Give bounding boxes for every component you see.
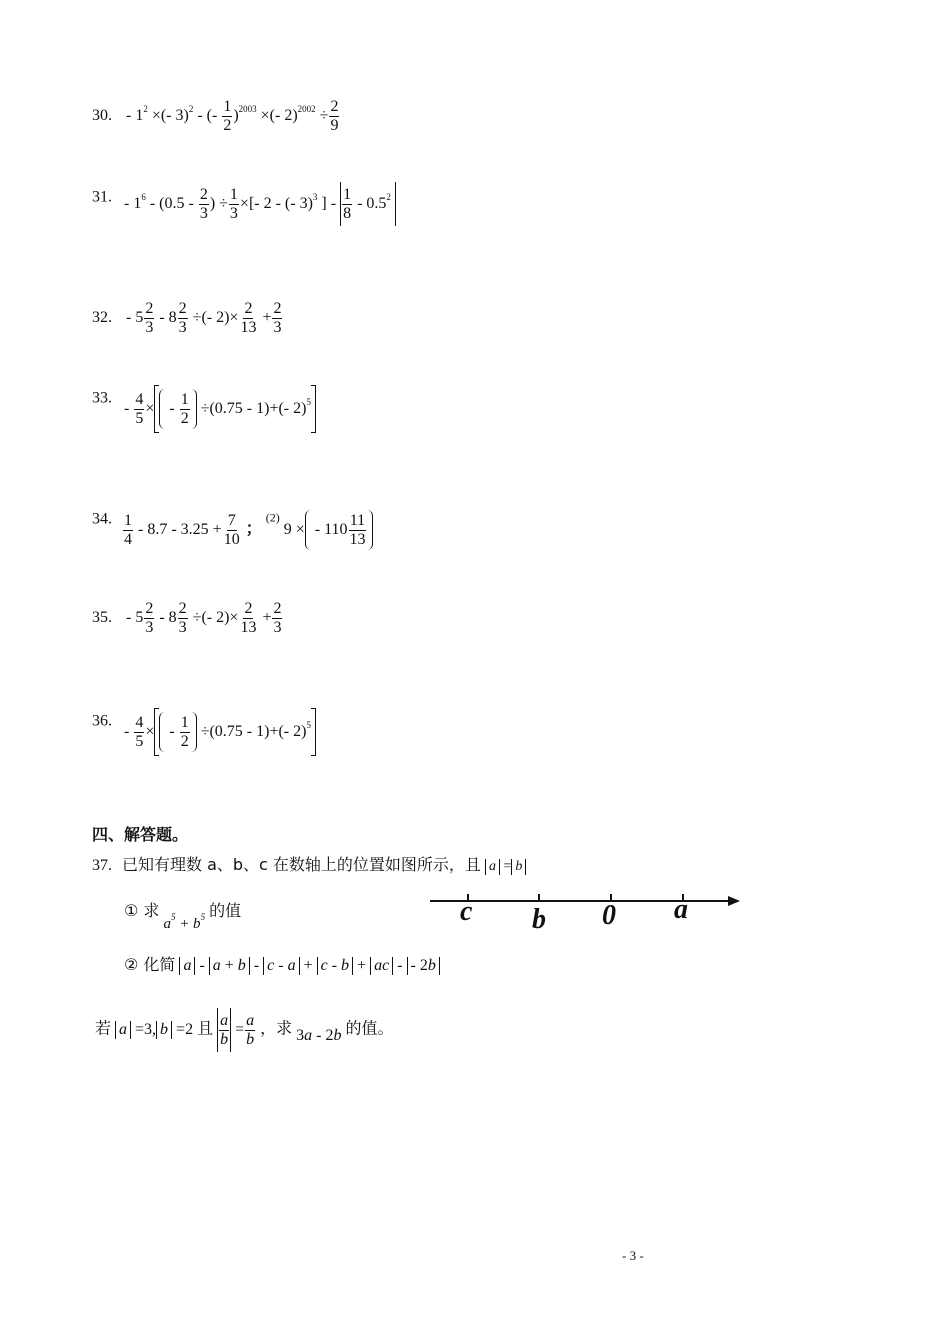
expression-2: 9 × - 110 $\frac{11}{13}$ — [284, 521, 374, 538]
mid: 且 — [197, 1018, 214, 1038]
end: 的值。 — [345, 1018, 394, 1038]
problem-31 — [92, 182, 396, 226]
part-2-expression: a - a + b - c - a + c - b + ac - - 2b — [179, 957, 439, 974]
target-expression: 3a - 2b — [296, 1026, 342, 1044]
sub-label: (2) — [265, 510, 280, 525]
problem-number: 31. — [92, 188, 112, 206]
problem-34 — [92, 510, 373, 550]
expression: - $\frac{4}{5}$ × - $\frac{1}{2}$ ÷(0.75 - 1)+(- 2)$^5$ — [124, 400, 316, 417]
expression: - $\frac{4}{5}$ × - $\frac{1}{2}$ ÷(0.75 - 1)+(- 2)$^5$ — [124, 723, 316, 740]
problem-36 — [92, 708, 316, 756]
expression: - $1^2$ ×(- 3)$^2$ - (- $\frac{1}{2}$ )$^{2003}$ ×(- 2)$^{2002}$ ÷ $\frac{2}{9}$ — [126, 98, 339, 134]
part-1-suffix: 的值 — [209, 901, 242, 920]
axis-arrow — [728, 896, 740, 906]
problem-32 — [92, 300, 283, 337]
label-b: b — [532, 904, 546, 935]
part-1-expression: $a^5 + b^5$ — [163, 912, 206, 932]
separator: ； — [245, 518, 262, 538]
condition-2: $\frac{a}{b}$ = $\frac{a}{b}$ — [217, 1021, 260, 1038]
problem-30 — [92, 98, 340, 135]
problem-number: 34. — [92, 510, 112, 528]
problem-38 — [95, 1008, 393, 1052]
tail: ，求 — [260, 1018, 293, 1038]
expression: $\frac{1}{4}$ - 8.7 - 3.25 + $\frac{7}{10}$ — [124, 511, 240, 548]
condition-1: a =3, b =2 — [115, 1021, 197, 1038]
expression: - 5 $\frac{2}{3}$ - 8 $\frac{2}{3}$ ÷(- 2)× $\frac{2}{13}$ + $\frac{2}{3}$ — [126, 300, 282, 336]
problem-number: 33. — [92, 389, 112, 407]
problem-number: 30. — [92, 107, 112, 125]
problem-number: 37. — [92, 857, 112, 874]
problem-text: 已知有理数 a、b、c 在数轴上的位置如图所示，且 — [122, 855, 481, 874]
problem-number: 36. — [92, 712, 112, 730]
problem-number: 32. — [92, 309, 112, 327]
page-number: - 3 - — [622, 1248, 644, 1263]
expression: - $1^6 - (0.5$ - $\frac{2}{3}$ ) ÷ $\frac{1}{3}$ ×[- 2 - (- 3)$^3$ ] - $\frac{1}{8}$ - $0.5^2$ — [124, 195, 396, 212]
problem-33 — [92, 385, 316, 433]
label-a: a — [674, 894, 688, 925]
label-c: c — [460, 896, 473, 927]
problem-37 — [92, 852, 526, 875]
part-2-label: ② 化简 — [124, 955, 176, 974]
part-1 — [124, 898, 242, 932]
part-2 — [124, 952, 440, 975]
problem-number: 35. — [92, 609, 112, 627]
label-0: 0 — [602, 900, 616, 931]
condition: a = b — [485, 859, 526, 874]
part-1-label: ① 求 — [124, 901, 160, 920]
number-line — [425, 880, 745, 940]
prefix: 若 — [95, 1018, 112, 1038]
expression: - 5 $\frac{2}{3}$ - 8 $\frac{2}{3}$ ÷(- 2)× $\frac{2}{13}$ + $\frac{2}{3}$ — [126, 600, 282, 636]
section-title: 四、解答题。 — [92, 825, 189, 844]
problem-35 — [92, 600, 283, 637]
